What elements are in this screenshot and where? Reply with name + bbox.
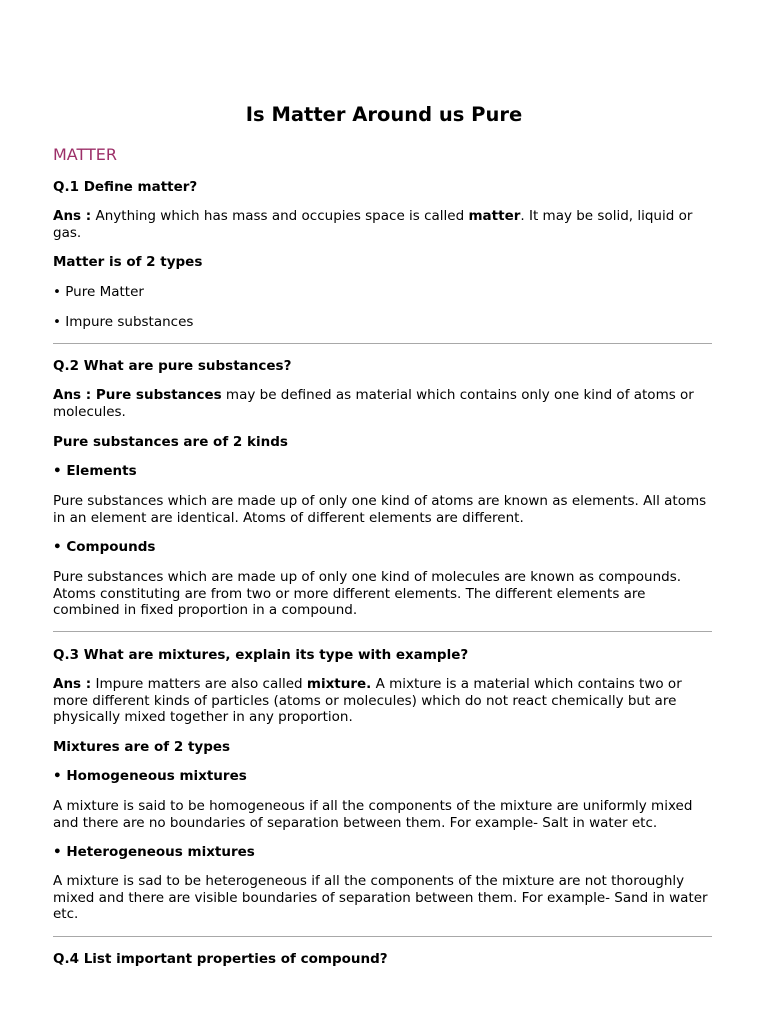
subheading: • Elements	[53, 463, 137, 479]
subheading: Mixtures are of 2 types	[53, 739, 231, 755]
paragraph: Pure substances which are made up of only one kind of molecules are known as compounds. Atoms constituting are from two or more different elements. The different elements are combined in fixed proportion in a compound.	[53, 569, 682, 618]
answer-2	[53, 387, 715, 420]
subheading: • Heterogeneous mixtures	[53, 844, 255, 860]
question-3: Q.3 What are mixtures, explain its type with example?	[53, 647, 469, 663]
answer-label: Ans :	[53, 387, 92, 403]
answer-text: Anything which has mass and occupies space is called	[91, 208, 469, 224]
question-4: Q.4 List important properties of compound?	[53, 951, 388, 967]
divider	[53, 936, 712, 937]
answer-text: Impure matters are also called	[91, 676, 307, 692]
answer-3	[53, 676, 715, 726]
page-title: Is Matter Around us Pure	[245, 103, 523, 126]
section-heading: MATTER	[53, 145, 117, 164]
list-item: • Impure substances	[53, 314, 194, 330]
answer-keyword: Pure substances	[91, 387, 222, 403]
paragraph: Pure substances which are made up of only one kind of atoms are known as elements. All atoms in an element are identical. Atoms of different elements are different.	[53, 493, 707, 526]
divider	[53, 343, 712, 344]
divider	[53, 631, 712, 632]
question-1: Q.1 Define matter?	[53, 179, 198, 195]
subheading: • Homogeneous mixtures	[53, 768, 247, 784]
list-item: • Pure Matter	[53, 284, 144, 300]
paragraph: A mixture is sad to be heterogeneous if all the components of the mixture are not thoroughly mixed and there are visible boundaries of separation between them. For example- Sand in water etc.	[53, 873, 708, 922]
answer-1	[53, 208, 715, 241]
answer-label: Ans :	[53, 676, 92, 692]
answer-keyword: mixture.	[306, 676, 372, 692]
subheading: Matter is of 2 types	[53, 254, 203, 270]
answer-text: A mixture is a material which contains two or more different kinds of particles (atoms or molecules) which do not react chemically but are physically mixed together in any proportion.	[53, 676, 682, 725]
subheading: Pure substances are of 2 kinds	[53, 434, 288, 450]
subheading: • Compounds	[53, 539, 156, 555]
answer-label: Ans :	[53, 208, 92, 224]
paragraph: A mixture is said to be homogeneous if all the components of the mixture are uniformly mixed and there are no boundaries of separation between them. For example- Salt in water etc.	[53, 798, 693, 831]
answer-text: . It may be solid, liquid or gas.	[53, 208, 693, 241]
answer-keyword: matter	[468, 208, 521, 224]
question-2: Q.2 What are pure substances?	[53, 358, 292, 374]
answer-text: may be defined as material which contains only one kind of atoms or molecules.	[53, 387, 694, 420]
